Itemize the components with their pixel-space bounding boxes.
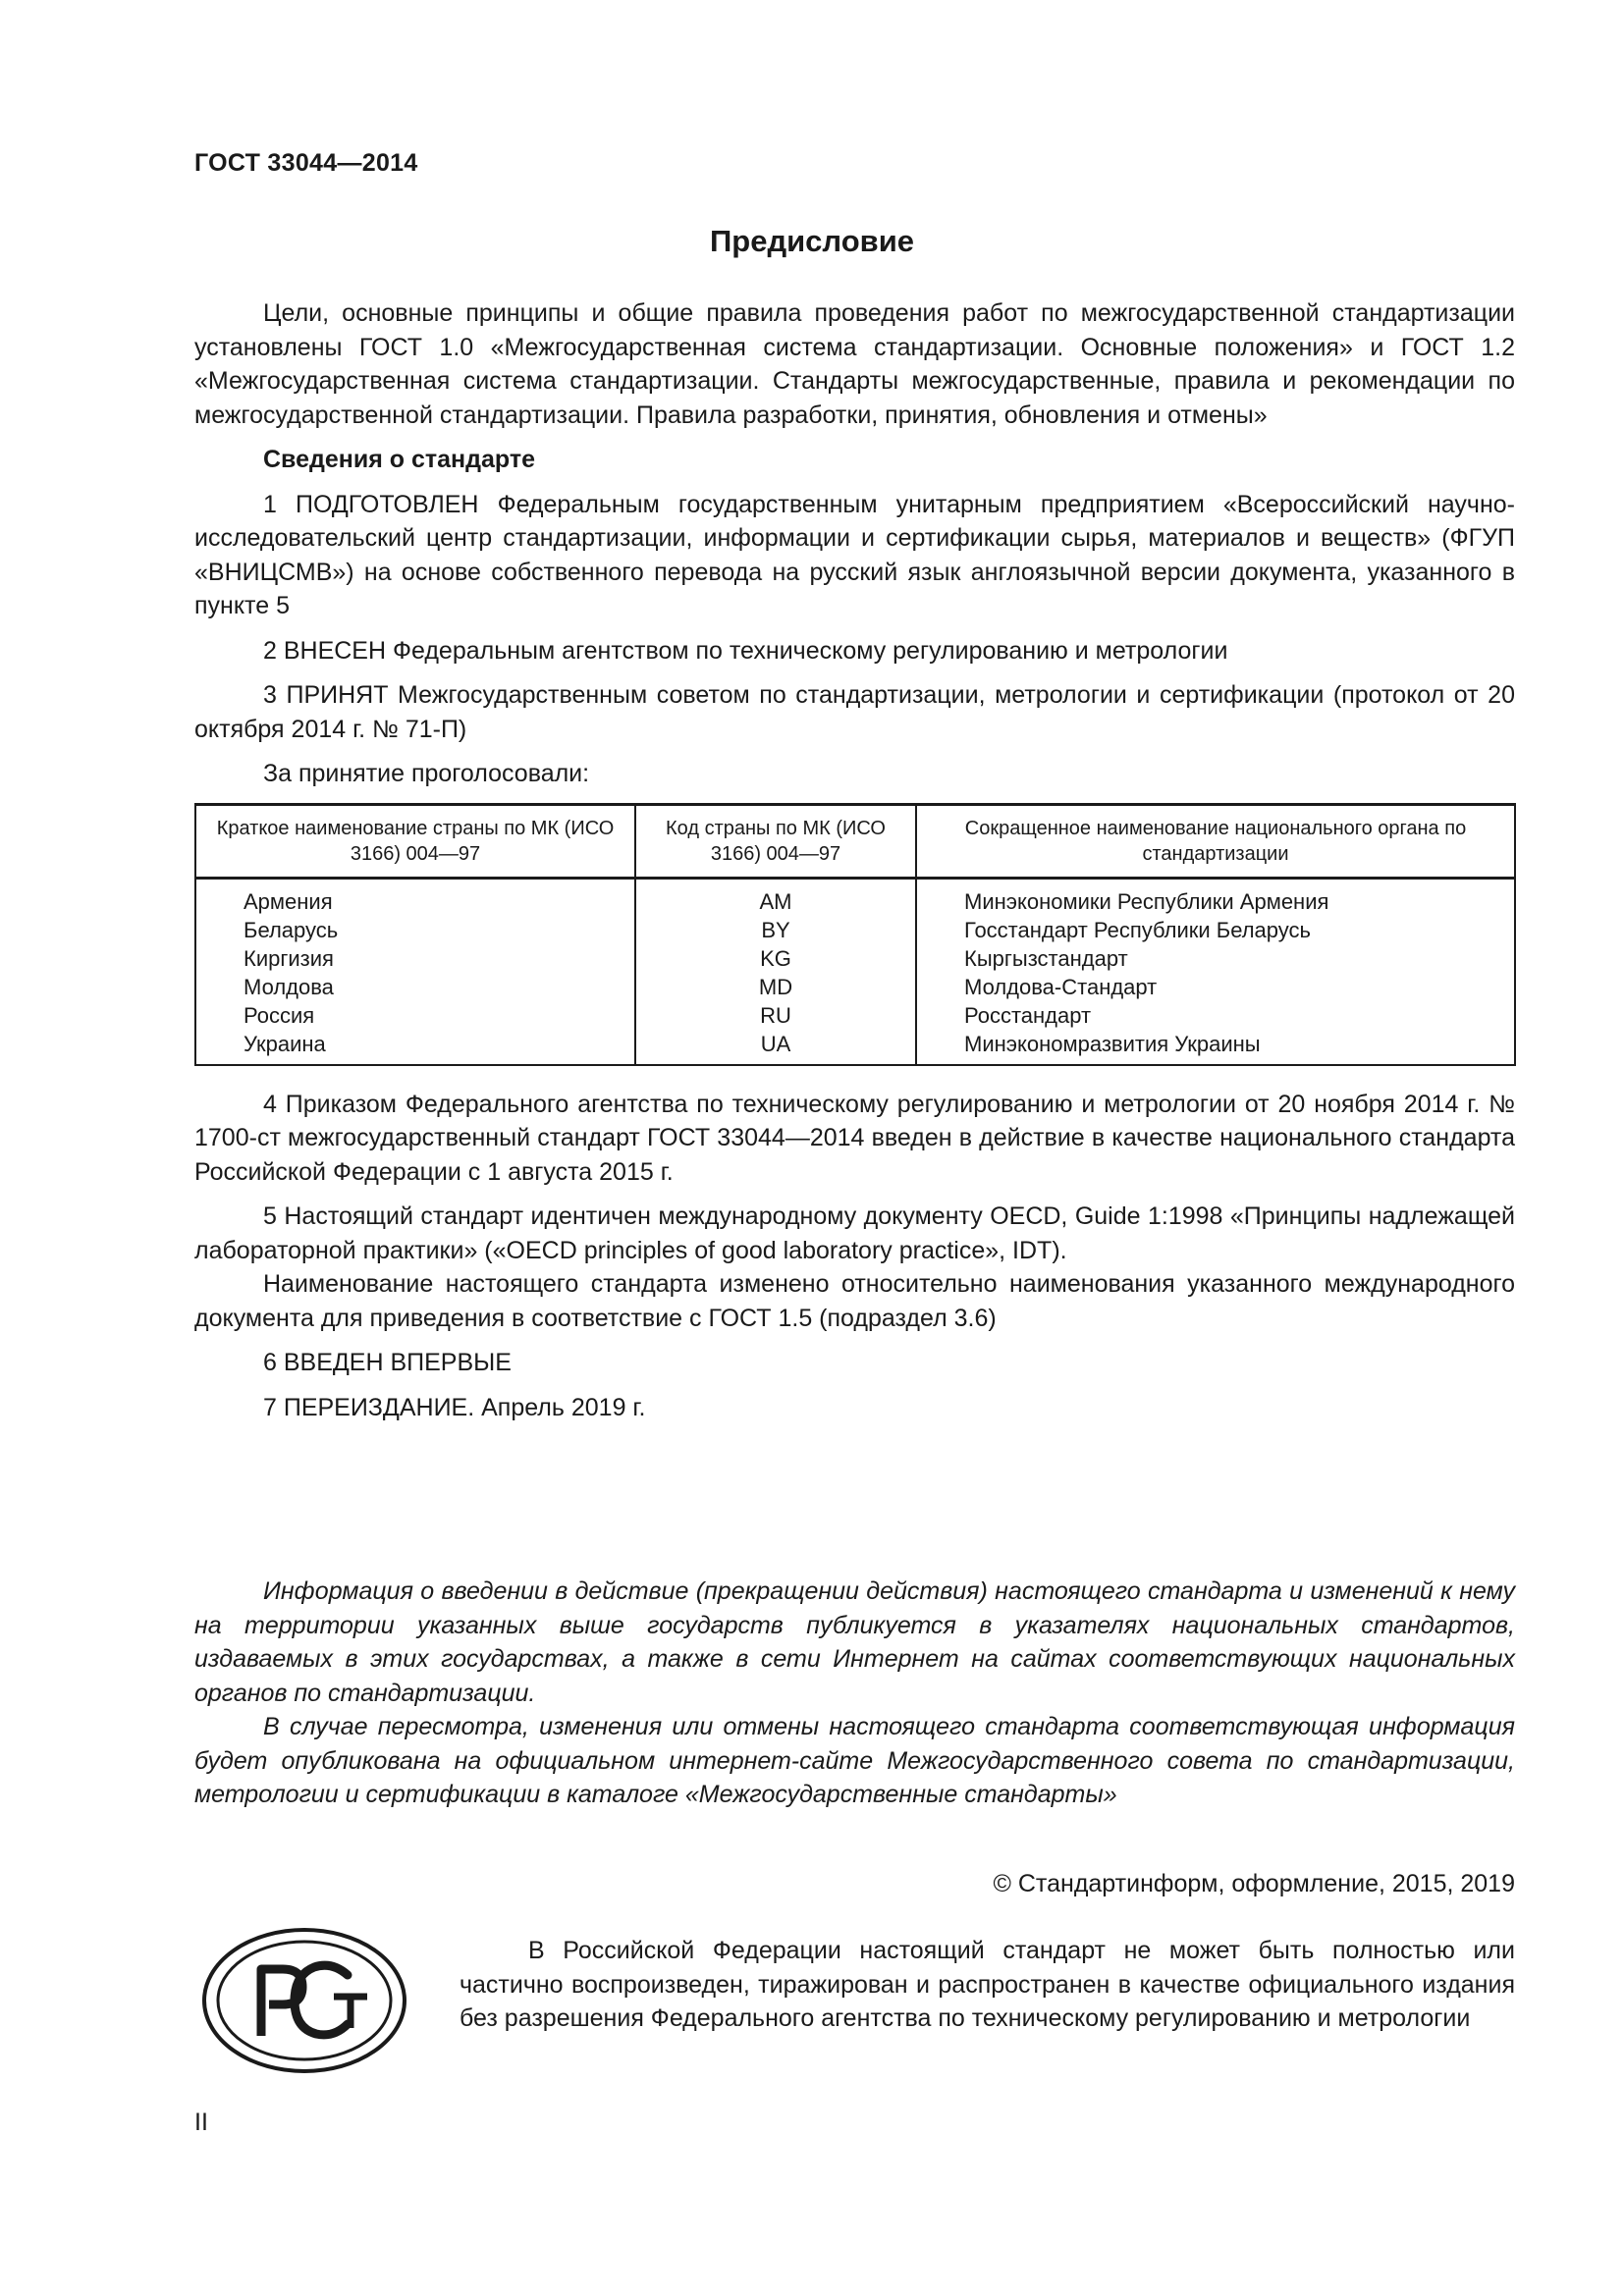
code-cell: AM (635, 878, 916, 916)
copyright-line: © Стандартинформ, оформление, 2015, 2019 (993, 1870, 1515, 1897)
column-header-country: Краткое наименование страны по МК (ИСО 3166) 004—97 (195, 804, 635, 878)
intro-paragraph: Цели, основные принципы и общие правила проведения работ по межгосударственной стандартизации установлены ГОСТ 1.0 «Межгосударственная система стандартизации. Основные положения» и ГОСТ 1.2 «Межгосударственная система стандартизации. Стандарты межгосударственные, правила и рекомендации по межгосударственной стандартизации. Правила разработки, принятия, обновления и отмены» (194, 299, 1515, 429)
body-cell: Молдова-Стандарт (916, 973, 1515, 1001)
document-id-header: ГОСТ 33044—2014 (194, 149, 418, 177)
publication-notice (194, 1575, 1515, 1812)
table-row (195, 944, 1515, 973)
country-cell: Беларусь (195, 916, 635, 944)
country-cell: Армения (195, 878, 635, 916)
vote-intro: За принятие проголосовали: (263, 760, 590, 787)
body-cell: Минэкономики Республики Армения (916, 878, 1515, 916)
country-cell: Россия (195, 1001, 635, 1030)
body-cell: Кыргызстандарт (916, 944, 1515, 973)
item-3-paragraph: 3 ПРИНЯТ Межгосударственным советом по стандартизации, метрологии и сертификации (протокол от 20 октября 2014 г. № 71-П) (194, 681, 1515, 743)
table-row (195, 1001, 1515, 1030)
code-cell: MD (635, 973, 916, 1001)
table-row (195, 1030, 1515, 1065)
page-title: Предисловие (709, 224, 914, 258)
table-header-row (195, 804, 1515, 878)
item-5-note-paragraph: Наименование настоящего стандарта изменено относительно наименования указанного международного документа для приведения в соответствие с ГОСТ 1.5 (подраздел 3.6) (194, 1270, 1515, 1332)
legal-notice (460, 1934, 1515, 2036)
item-7-paragraph: 7 ПЕРЕИЗДАНИЕ. Апрель 2019 г. (263, 1393, 646, 1421)
item-4-paragraph: 4 Приказом Федерального агентства по техническому регулированию и метрологии от 20 ноября 2014 г. № 1700-ст межгосударственный стандарт ГОСТ 33044—2014 введен в действие в качестве национального стандарта Российской Федерации с 1 августа 2015 г. (194, 1090, 1515, 1186)
body-cell: Минэкономразвития Украины (916, 1030, 1515, 1065)
legal-paragraph: В Российской Федерации настоящий стандарт не может быть полностью или частично воспроизведен, тиражирован и распространен в качестве официального издания без разрешения Федерального агентства по техническому регулированию и метрологии (460, 1937, 1515, 2032)
table-row (195, 973, 1515, 1001)
item-5-paragraph: 5 Настоящий стандарт идентичен международному документу OECD, Guide 1:1998 «Принципы надлежащей лабораторной практики» («OECD principles of good laboratory practice», IDT). (194, 1202, 1515, 1264)
notice-paragraph-2: В случае пересмотра, изменения или отмены настоящего стандарта соответствующая информация будет опубликована на официальном интернет-сайте Межгосударственного совета по стандартизации, метрологии и сертификации в каталоге «Межгосударственные стандарты» (194, 1713, 1515, 1808)
body-cell: Госстандарт Республики Беларусь (916, 916, 1515, 944)
code-cell: KG (635, 944, 916, 973)
code-cell: UA (635, 1030, 916, 1065)
notice-paragraph-1: Информация о введении в действие (прекращении действия) настоящего стандарта и изменений к нему на территории указанных выше государств публикуется в указателях национальных стандартов, издаваемых в этих государствах, а также в сети Интернет на сайтах соответствующих национальных органов по стандартизации. (194, 1577, 1515, 1707)
voting-countries-table (194, 803, 1516, 1066)
table-row (195, 916, 1515, 944)
column-header-code: Код страны по МК (ИСО 3166) 004—97 (635, 804, 916, 878)
page-number: II (194, 2109, 208, 2136)
country-cell: Киргизия (195, 944, 635, 973)
country-cell: Молдова (195, 973, 635, 1001)
rst-certification-mark-icon (200, 1926, 408, 2075)
code-cell: RU (635, 1001, 916, 1030)
preface-body (194, 296, 1515, 1424)
table-row (195, 878, 1515, 916)
code-cell: BY (635, 916, 916, 944)
column-header-body: Сокращенное наименование национального органа по стандартизации (916, 804, 1515, 878)
body-cell: Росстандарт (916, 1001, 1515, 1030)
info-heading: Сведения о стандарте (263, 446, 536, 473)
item-1-paragraph: 1 ПОДГОТОВЛЕН Федеральным государственным унитарным предприятием «Всероссийский научно-исследовательский центр стандартизации, информации и сертификации сырья, материалов и веществ» (ФГУП «ВНИЦСМВ») на основе собственного перевода на русский язык англоязычной версии документа, указанного в пункте 5 (194, 490, 1515, 619)
item-6-paragraph: 6 ВВЕДЕН ВПЕРВЫЕ (263, 1349, 512, 1376)
country-cell: Украина (195, 1030, 635, 1065)
item-2-paragraph: 2 ВНЕСЕН Федеральным агентством по техническому регулированию и метрологии (263, 636, 1228, 665)
